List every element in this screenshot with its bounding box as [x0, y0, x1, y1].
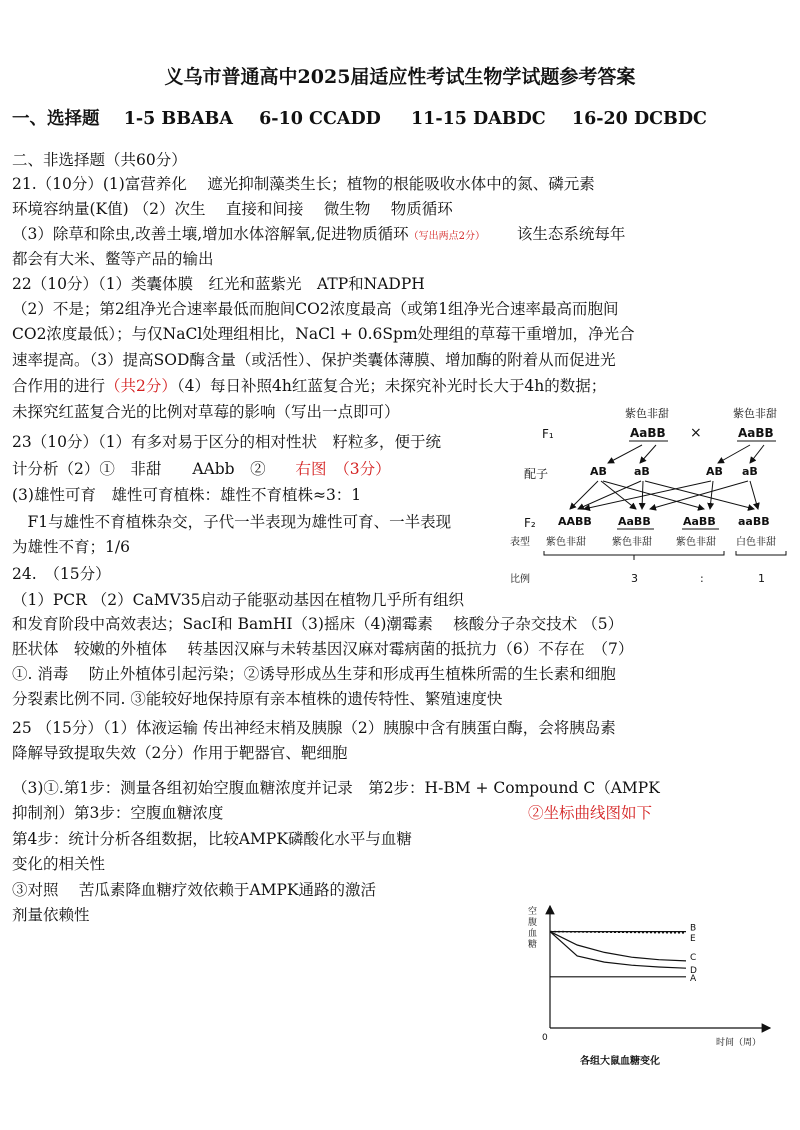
section-1-label: 一、选择题 — [12, 109, 100, 129]
q24-line-6: 分裂素比例不同. ③能较好地保持原有亲本植株的遗传特性、繁殖速度快 — [12, 690, 503, 708]
phenotype-label: 表型 — [510, 537, 530, 548]
meiosis-arrow — [640, 445, 656, 463]
q22-line-5-tail: （4）每日补照4h红蓝复合光；未探究补光时长大于4h的数据； — [176, 377, 607, 395]
series-label-b: B — [690, 923, 697, 934]
gamete-label: 配子 — [524, 467, 549, 481]
offspring-phenotype: 紫色非甜 — [546, 537, 586, 548]
q22-line-1: 22（10分）（1）类囊体膜 红光和蓝紫光 ATP和NADPH — [12, 275, 425, 293]
q25-line-8: 剂量依赖性 — [12, 906, 90, 924]
parent-phenotype: 紫色非甜 — [625, 407, 669, 420]
q22-line-2: （2）不是；第2组净光合速率最低而胞间CO2浓度最高（或第1组净光合速率最高而胞间 — [12, 300, 619, 318]
section-2-label: 二、非选择题（共60分） — [12, 151, 187, 169]
gamete: AB — [590, 465, 607, 478]
q24-line-1: 24. （15分） — [12, 565, 111, 583]
q24-line-2: （1）PCR （2）CaMV35启动子能驱动基因在植物几乎所有组织 — [12, 591, 464, 609]
q23-score-note: 右图 （3分） — [295, 460, 391, 478]
offspring-genotype: AABB — [558, 515, 592, 528]
series-group — [550, 924, 697, 984]
q22-line-5-text: 合作用的进行 — [12, 377, 106, 395]
q24-line-4: 胚状体 较嫩的外植体 转基因汉麻与未转基因汉麻对霉病菌的抵抗力（6）不存在 （7） — [12, 640, 634, 658]
offspring-phenotype: 白色非甜 — [736, 537, 776, 548]
q21-line-4: 都会有大米、鳖等产品的输出 — [12, 250, 214, 268]
q23-line-5: 为雄性不育；1/6 — [12, 538, 130, 556]
q23-line-3: (3)雄性可育 雄性可育植株：雄性不育植株≈3：1 — [12, 486, 362, 504]
gamete: AB — [706, 465, 723, 478]
meiosis-arrow — [608, 445, 642, 463]
gamete: aB — [634, 465, 650, 478]
q25-chart-note: ②坐标曲线图如下 — [528, 804, 653, 822]
q25-line-4: 抑制剂）第3步：空腹血糖浓度 — [12, 804, 224, 822]
q21-line-1: 21.（10分）(1)富营养化 遮光抑制藻类生长；植物的根能吸收水体中的氮、磷元素 — [12, 175, 595, 193]
answer-group: 11-15 DABDC — [410, 109, 546, 129]
q22-line-3: CO2浓度最低）；与仅NaCl处理组相比，NaCl + 0.6Spm处理组的草莓干重增加，净光合 — [12, 325, 635, 343]
series-label-c: C — [690, 952, 697, 963]
f2-label: F₂ — [524, 516, 536, 530]
offspring-phenotype: 紫色非甜 — [612, 537, 652, 548]
answer-group: 16-20 DCBDC — [571, 109, 707, 129]
q22-line-6: 未探究红蓝复合光的比例对草莓的影响（写出一点即可） — [12, 403, 400, 421]
parent-phenotype: 紫色非甜 — [733, 407, 777, 420]
parent-genotype: AaBB — [630, 426, 666, 440]
q25-line-3: （3)①.第1步：测量各组初始空腹血糖浓度并记录 第2步：H-BM + Compound C（AMPK — [12, 779, 660, 797]
ratio-colon: : — [700, 572, 704, 585]
q23-line-1: 23（10分）（1）有多对易于区分的相对性状 籽粒多，便于统 — [12, 433, 442, 451]
answer-group: 1-5 BBABA — [123, 109, 233, 129]
fertilization-arrows — [570, 481, 758, 509]
q24-line-3: 和发育阶段中高效表达；SacⅠ和 BamHⅠ（3)摇床（4)潮霉素 核酸分子杂交技术 （5） — [12, 615, 624, 633]
parent-genotype: AaBB — [738, 426, 774, 440]
series-line-d — [550, 932, 686, 969]
cross-symbol: × — [690, 425, 702, 441]
ratio-label: 比例 — [510, 574, 530, 585]
q24-line-5: ①. 消毒 防止外植体引起污染；②诱导形成丛生芽和形成再生植株所需的生长素和细胞 — [12, 665, 616, 683]
origin-label: 0 — [542, 1033, 548, 1043]
q22-score-note: （共2分） — [105, 377, 177, 395]
offspring-genotype: AaBB — [683, 515, 716, 528]
meiosis-arrow — [750, 445, 764, 463]
series-label-a: A — [690, 973, 697, 984]
offspring-genotype: AaBB — [618, 515, 651, 528]
q21-line-3-tail: 该生态系统每年 — [516, 225, 626, 243]
series-line-c — [550, 932, 686, 961]
blood-glucose-chart — [520, 900, 780, 1080]
y-axis-label: 空腹血糖 — [528, 907, 538, 950]
ratio-value: 1 — [758, 572, 765, 585]
f1-label: F₁ — [542, 427, 554, 441]
q25-line-1: 25 （15分）（1）体液运输 传出神经末梢及胰腺（2）胰腺中含有胰蛋白酶，会将胰岛素 — [12, 719, 616, 737]
meiosis-arrow — [718, 445, 750, 463]
offspring-phenotype: 紫色非甜 — [676, 537, 716, 548]
q22-line-4: 速率提高。（3）提高SOD酶含量（或活性）、保护类囊体薄膜、增加酶的附着从而促进光 — [12, 351, 616, 369]
ratio-bracket — [544, 551, 724, 555]
x-axis-label: 时间（周） — [716, 1038, 762, 1048]
q25-line-2: 降解导致提取失效（2分）作用于靶器官、靶细胞 — [12, 744, 348, 762]
page-title: 义乌市普通高中2025届适应性考试生物学试题参考答案 — [164, 66, 636, 88]
section-1 — [12, 109, 707, 129]
q25-line-6: 变化的相关性 — [12, 855, 106, 873]
genetics-cross-diagram — [510, 405, 795, 590]
q23-line-2 — [12, 459, 391, 479]
q25-line-5: 第4步：统计分析各组数据，比较AMPK磷酸化水平与血糖 — [12, 830, 412, 848]
q22-line-5 — [12, 376, 606, 396]
ratio-bracket — [736, 551, 786, 555]
series-label-e: E — [690, 933, 696, 944]
q23-line-2-text: 计分析（2）① 非甜 AAbb ② — [12, 460, 266, 478]
ratio-value: 3 — [631, 572, 638, 585]
series-label-d: D — [690, 966, 697, 977]
q23-line-4: F1与雄性不育植株杂交，子代一半表现为雄性可育、一半表现 — [12, 513, 452, 531]
q21-line-2: 环境容纳量(K值) （2）次生 直接和间接 微生物 物质循环 — [12, 200, 453, 218]
gamete: aB — [742, 465, 758, 478]
q25-line-7: ③对照 苦瓜素降血糖疗效依赖于AMPK通路的激活 — [12, 881, 377, 899]
offspring-genotype: aaBB — [738, 515, 770, 528]
q21-line-3-text: （3）除草和除虫,改善土壤,增加水体溶解氧,促进物质循环 — [12, 225, 409, 243]
q21-score-note: （写出两点2分） — [408, 231, 486, 242]
answer-group: 6-10 CCADD — [259, 109, 381, 129]
q21-line-3 — [12, 224, 625, 247]
chart-title: 各组大鼠血糖变化 — [580, 1056, 660, 1067]
